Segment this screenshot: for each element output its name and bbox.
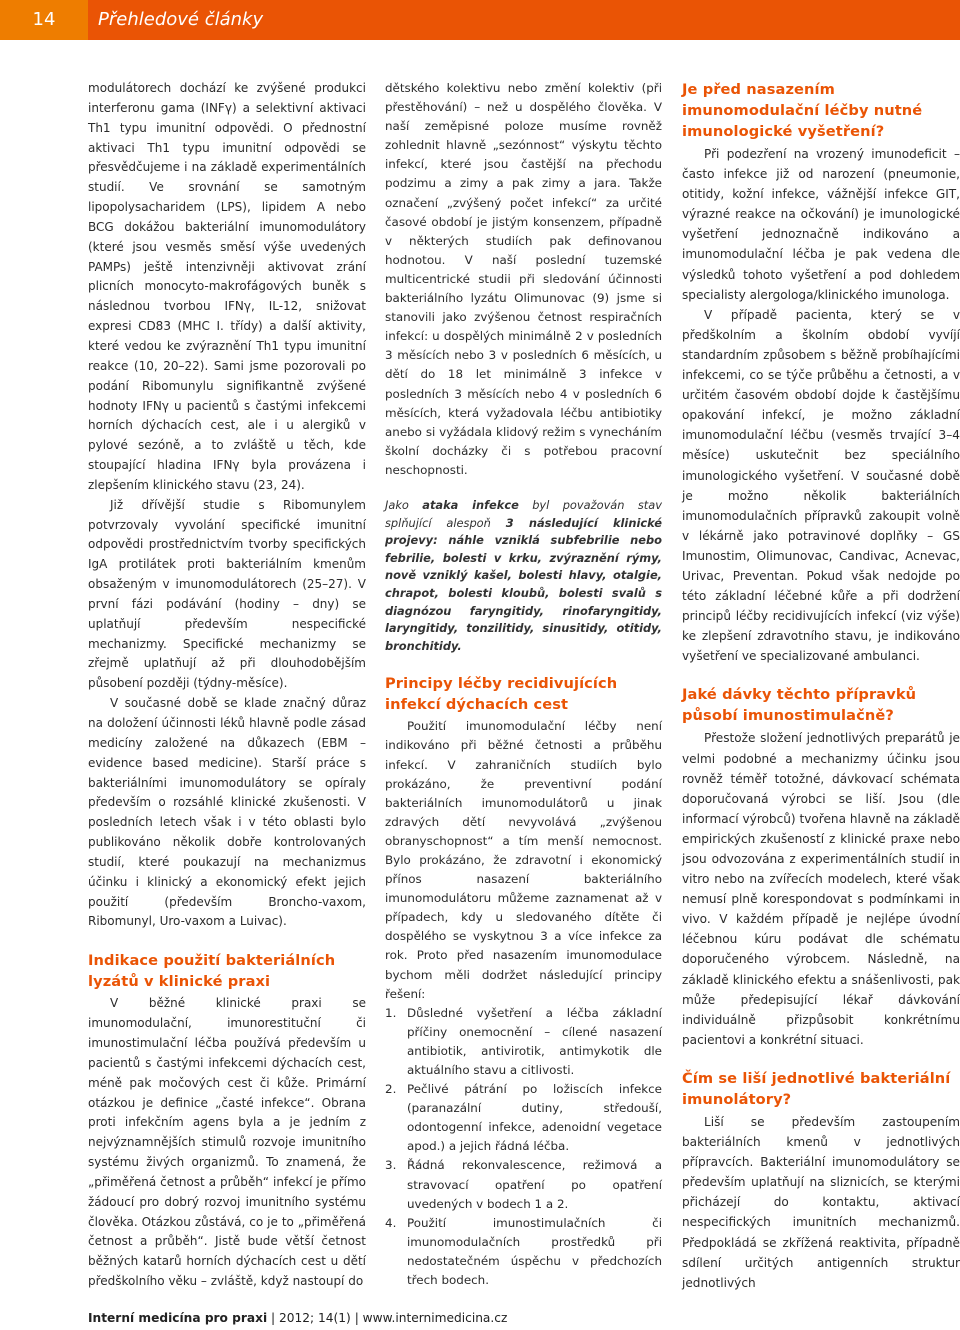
journal-issue: 2012; 14(1) <box>279 1311 351 1325</box>
list-item <box>385 1156 662 1213</box>
paragraph: Použití imunomodulační léčby není indikováno při běžné četnosti a průběhu infekcí. V zahraničních studiích bylo prokázáno, že preventivní podání bakteriálních imunomodulátorů u jinak zdravých dětí nevyvolává „zvýšenou obranyschopnost“ a tím menší nemocnost. Bylo prokázáno, že zdravotní i ekonomický přínos nasazení bakteriálního imunomodulátoru můžeme zaznamenat až v případech, kdy u sledovaného dítěte či dospělého se vyskytnou 3 a více infekce za rok. Proto před nasazením imunomodulace bychom měli dodržet následující principy řešení: <box>385 719 662 1001</box>
list-text: Pečlivé pátrání po ložiscích infekce (paranazální dutiny, středouší, odontogenní infekce, adenoidní vegetace apod.) a jejich řádná léčba. <box>407 1082 662 1154</box>
list-number: 2. <box>385 1082 397 1097</box>
journal-url[interactable]: www.internimedicina.cz <box>362 1311 508 1325</box>
box-text: byl považován stav splňující alespoň <box>385 497 662 530</box>
definition-box <box>385 497 662 655</box>
section-heading: Čím se liší jednotlivé bakteriální imunolátory? <box>682 1069 951 1108</box>
principles-list <box>385 1004 662 1290</box>
list-text: Použití imunostimulačních či imunomodulačních prostředků při nedostatečném úspěchu v předchozích třech bodech. <box>407 1215 662 1288</box>
section-heading: Jaké dávky těchto přípravků působí imunostimulačně? <box>682 686 917 725</box>
box-bold: 3 následující klinické projevy: <box>385 515 662 548</box>
footer <box>88 1311 507 1325</box>
paragraph: Přestože složení jednotlivých preparátů je velmi podobné a mechanizmy účinku jsou rovněž téměř totožné, dávkovací schémata doporučovaná výrobci se liší. Jsou (dle informací výrobců) tvořena hlavně na základě empirických zkušeností z klinické praxe nebo jsou odvozována z experimentálních studií in vitro nebo na zvířecích modelech, které však nemusí plně korespondovat s podmínkami in vivo. V každém případě je nejlépe úvodní léčebnou kúru podávat dle schématu doporučeného výrobcem. Následně, na základě klinického efektu a snášenlivosti, pak může předepisující lékař dávkování individuálně přizpůsobit konkrétnímu pacientovi a konkrétní situaci. <box>682 731 960 1047</box>
list-number: 4. <box>385 1215 397 1230</box>
section-heading: Je před nasazením imunomodulační léčby nutné imunologické vyšetření? <box>682 81 923 140</box>
list-text: Důsledné vyšetření a léčba základní příčiny onemocnění – cílené nasazení antibiotik, antivirotik, antimykotik dle aktuálního stavu a citlivosti. <box>407 1005 662 1077</box>
footer-separator: | <box>354 1311 363 1325</box>
paragraph: V případě pacienta, který se v předškolním a školním období vyvíjí standardním způsobem s běžně probíhajícími infekcemi, co se týče průběhu a četnosti, a v určitém časovém období dojde k častějšímu opakování infekcí, je možno základní imunomodulační léčbu (vesměs trvající 3–4 měsíce) uskutečnit bez speciálního imunologického vyšetření. V současné době je možno několik bakteriálních imunomodulačních přípravků zakoupit volně v lékárně jako potravinové doplňky – GS Imunostim, Olimunovac, Candivac, Acnevac, Urivac, Preventan. Pokud však nedojde po této základní léčebné kůře a při dodržení principů léčby recidivujících infekcí (viz výše) ke zlepšení zdravotního stavu, je indikováno vyšetření ve specializované ambulanci. <box>682 307 960 664</box>
column-3 <box>682 79 960 1293</box>
paragraph: V současné době se klade značný důraz na doložení účinnosti léků hlavně podle zásad medicíny založené na důkazech (EBM – evidence based medicine). Starší práce s bakteriálními imunomodulátory se opíraly především o rozsáhlé klinické zkušenosti. V posledních letech však i v této oblasti bylo publikováno několik dobře kontrolovaných studií, které poukazují na mechanizmus účinku i klinický a ekonomický efekt jejich použití (především Broncho-vaxom, Ribomunyl, Uro-vaxom a Luivac). <box>88 696 366 929</box>
column-1 <box>88 79 366 1292</box>
section-heading: Principy léčby recidivujících infekcí dýchacích cest <box>385 675 618 714</box>
journal-name: Interní medicína pro praxi <box>88 1311 268 1325</box>
box-bold: ataka infekce <box>422 497 519 512</box>
section-heading: Indikace použití bakteriálních lyzátů v klinické praxi <box>88 952 336 991</box>
paragraph: dětského kolektivu nebo změní kolektiv (při přestěhování) – než u dospělého člověka. V naší zeměpisné poloze musíme rovněž zohlednit hlavně „sezónnost“ výskytu těchto infekcí, které jsou častější na přechodu podzimu a zimy a pak zimy a jara. Takže označení „zvýšený počet infekcí“ za určité časové období je jistým konsenzem, případně v některých studiích pak definovanou hodnotou. V naší poslední tuzemské multicentrické studii při sledování účinnosti bakteriálního lyzátu Olimunovac (9) jsme si stanovili jako zvýšenou četnost respiračních infekcí: u dospělých minimálně 2 v posledních 3 měsících nebo 3 v posledních 6 měsících, u dětí do 18 let minimálně 3 infekce v posledních 3 měsících nebo 4 v posledních 6 měsících, která vyžadovala léčbu antibiotiky anebo si vyžádala klidový režim s vynecháním školní docházky či s potřebou pracovní neschopnosti. <box>385 81 662 477</box>
paragraph: Liší se především zastoupením bakteriálních kmenů v jednotlivých přípravcích. Bakteriální imunomodulátory se především uplatňují na sliznicích, se kterými přicházejí do kontaktu, aktivací nespecifických imunitních mechanizmů. Předpokládá se zkřížená reaktivita, případně sdílení určitých antigenních struktur jednotlivých <box>682 1114 960 1290</box>
list-item <box>385 1080 662 1156</box>
list-text: Řádná rekonvalescence, režimová a stravovací opatření po opatření uvedených v bodech 1 a 2. <box>407 1158 662 1211</box>
box-bold: náhle vzniklá subfebrilie nebo febrilie, bolesti v krku, zvýraznění rýmy, nově vzniklý kašel, bolesti hlavy, otalgie, chrapot, bolesti kloubů, bolesti svalů s diagnózou faryngitidy, rinofaryngitidy, laryngitidy, tonzilitidy, sinusitidy, otitidy, bronchitidy. <box>385 533 662 653</box>
list-item <box>385 1214 662 1290</box>
paragraph: modulátorech dochází ke zvýšené produkci interferonu gama (INFγ) a selektivní aktivaci Th1 typu imunitní odpovědi. O přednostní aktivaci Th1 typu imunitní odpovědi se přesvědčujeme i na základě experimentálních studií. Ve srovnání se samotným lipopolysacharidem (LPS), lipidem A nebo BCG dokážou bakteriální imunomodulátory (které jsou vesměs směsí výše uvedených PAMPs) ještě intenzivněji aktivovat zrání plicních monocyto-makrofágových buněk s následnou tvorbou IFNγ, IL-12, snižovat expresi CD83 (MHC I. třídy) a další aktivity, které vedou ke zvýraznění Th1 typu imunitní reakce (10, 20–22). Sami jsme pozorovali po podání Ribomunylu signifikantně zvýšené hodnoty IFNγ u pacientů s častými infekcemi horních dýchacích cest, ale i u alergiků v pylové sezóně, a to zvláště u těch, kde stoupající hladina IFNγ byla provázena i zlepšením klinického stavu (23, 24). <box>88 81 366 492</box>
page-number: 14 <box>0 0 88 40</box>
column-2 <box>385 79 662 1290</box>
list-number: 3. <box>385 1158 397 1173</box>
footer-separator: | <box>271 1311 280 1325</box>
paragraph: Již dřívější studie s Ribomunylem potvrzovaly vyvolání specifické imunitní odpovědi prostřednictvím tvorby specifických IgA protilátek proti bakteriálním kmenům obsaženým v imunomodulátorech (25–27). V první fázi podávání (hodiny – dny) se uplatňují především nespecifické mechanizmy. Specifické mechanizmy se zřejmě uplatňují až při dlouhodobějším působení později (týdny-měsíce). <box>88 497 366 691</box>
paragraph: V běžné klinické praxi se imunomodulační, imunorestituční či imunostimulační léčba používá především u pacientů s častými infekcemi dýchacích cest, méně pak močových cest či kůže. Primární otázkou je definice „časté infekce“. Obrana proti infekčním agens byla a je jedním z nejvýznamnějších stimulů rozvoje imunitního systému živých organizmů. To znamená, že „přiměřená četnost a průběh“ infekcí je přímo žádoucí pro dobrý rozvoj imunitního systému člověka. Otázkou zůstává, co je to „přiměřená četnost a průběh“. Jistě bude větší četnost běžných katarů horních dýchacích cest u dětí předškolního věku – zvláště, když nastoupí do <box>88 996 366 1289</box>
list-item <box>385 1004 662 1080</box>
paragraph: Při podezření na vrozený imunodeficit – často infekce již od narození (pneumonie, otitidy, kožní infekce, vážnější infekce GIT, výrazné reakce na očkování) je imunologické vyšetření jednoznačně indikováno a imunomodulační léčba je pak vedena dle výsledků tohoto vyšetření a pod dohledem specialisty alergologa/klinického imunologa. <box>682 147 960 302</box>
list-number: 1. <box>385 1005 397 1020</box>
section-title: Přehledové články <box>88 0 960 40</box>
box-text: Jako <box>385 497 423 512</box>
